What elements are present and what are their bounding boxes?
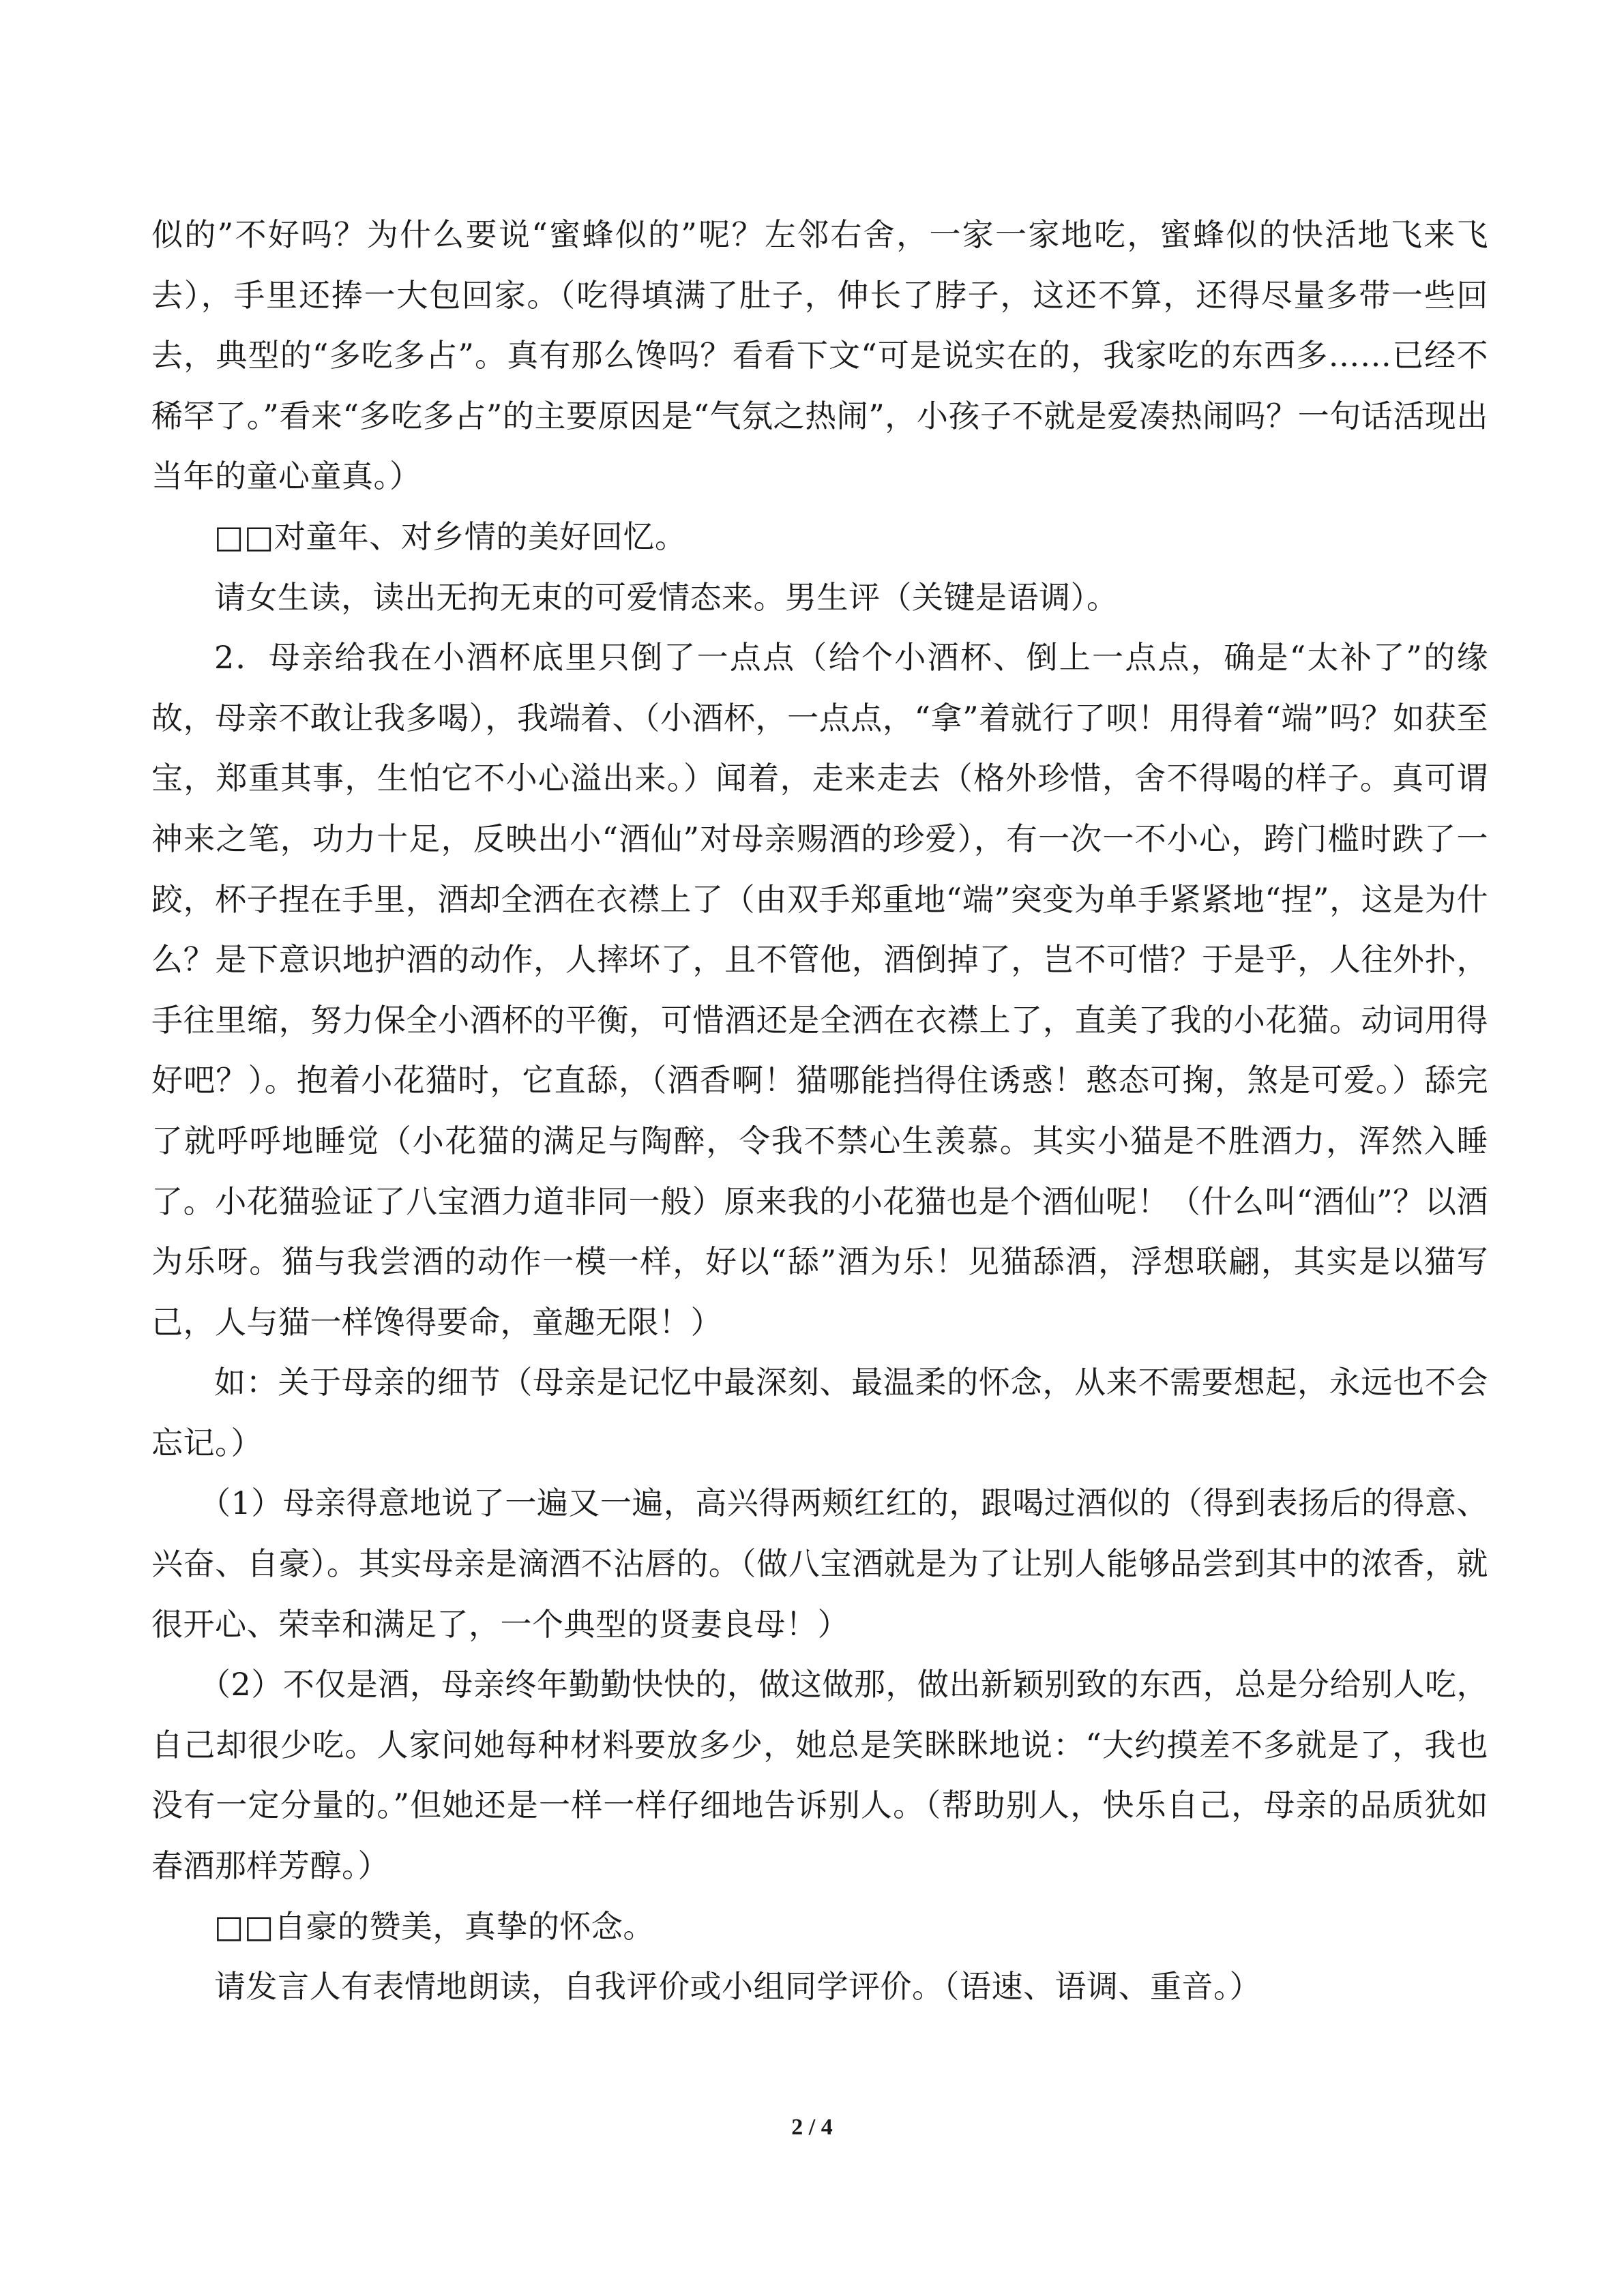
document-body (151, 205, 1488, 2017)
paragraph-summary-praise: □□自豪的赞美，真挚的怀念。 (214, 1907, 655, 1945)
paragraph-summary-childhood: □□对童年、对乡情的美好回忆。 (214, 518, 687, 555)
paragraph-mother-details: 如：关于母亲的细节（母亲是记忆中最深刻、最温柔的怀念，从来不需要想起，永远也不会忘记。） (151, 1364, 1488, 1461)
paragraph-item-2: （2）不仅是酒，母亲终年勤勤快快的，做这做那，做出新颖别致的东西，总是分给别人吃，自己却很少吃。人家问她每种材料要放多少，她总是笑眯眯地说：“大约摸差不多就是了，我也没有一定分量的。”但她还是一样一样仔细地告诉别人。（帮助别人，快乐自己，母亲的品质犹如春酒那样芳醇。） (151, 1666, 1488, 1885)
paragraph-item-1: （1）母亲得意地说了一遍又一遍，高兴得两颊红红的，跟喝过酒似的（得到表扬后的得意、兴奋、自豪）。其实母亲是滴酒不沾唇的。（做八宝酒就是为了让别人能够品尝到其中的浓香，就很开心、荣幸和满足了，一个典型的贤妻良母！） (151, 1485, 1488, 1643)
paragraph-continuation: 似的”不好吗？为什么要说“蜜蜂似的”呢？左邻右舍，一家一家地吃，蜜蜂似的快活地飞来飞去），手里还捧一大包回家。（吃得填满了肚子，伸长了脖子，这还不算，还得尽量多带一些回去，典型的“多吃多占”。真有那么馋吗？看看下文“可是说实在的，我家吃的东西多……已经不稀罕了。”看来“多吃多占”的主要原因是“气氛之热闹”，小孩子不就是爱凑热闹吗？一句话活现出当年的童心童真。） (151, 216, 1488, 495)
paragraph-reading-evaluation: 请发言人有表情地朗读，自我评价或小组同学评价。（语速、语调、重音。） (214, 1968, 1261, 2006)
page-number: 2 / 4 (791, 2115, 833, 2140)
paragraph-reading-instruction: 请女生读，读出无拘无束的可爱情态来。男生评（关键是语调）。 (214, 578, 1119, 616)
paragraph-section-2: 2．母亲给我在小酒杯底里只倒了一点点（给个小酒杯、倒上一点点，确是“太补了”的缘故，母亲不敢让我多喝），我端着、（小酒杯，一点点，“拿”着就行了呗！用得着“端”吗？如获至宝，郑重其事，生怕它不小心溢出来。）闻着，走来走去（格外珍惜，舍不得喝的样子。真可谓神来之笔，功力十足，反映出小“酒仙”对母亲赐酒的珍爱），有一次一不小心，跨门槛时跌了一跤，杯子捏在手里，酒却全洒在衣襟上了（由双手郑重地“端”突变为单手紧紧地“捏”，这是为什么？是下意识地护酒的动作，人摔坏了，且不管他，酒倒掉了，岂不可惜？于是乎，人往外扑，手往里缩，努力保全小酒杯的平衡，可惜酒还是全洒在衣襟上了，直美了我的小花猫。动词用得好吧？）。抱着小花猫时，它直舔，（酒香啊！猫哪能挡得住诱惑！憨态可掬，煞是可爱。）舔完了就呼呼地睡觉（小花猫的满足与陶醉，令我不禁心生羡慕。其实小猫是不胜酒力，浑然入睡了。小花猫验证了八宝酒力道非同一般）原来我的小花猫也是个酒仙呢！（什么叫“酒仙”？以酒为乐呀。猫与我尝酒的动作一模一样，好以“舔”酒为乐！见猫舔酒，浮想联翩，其实是以猫写己，人与猫一样馋得要命，童趣无限！） (151, 639, 1488, 1341)
